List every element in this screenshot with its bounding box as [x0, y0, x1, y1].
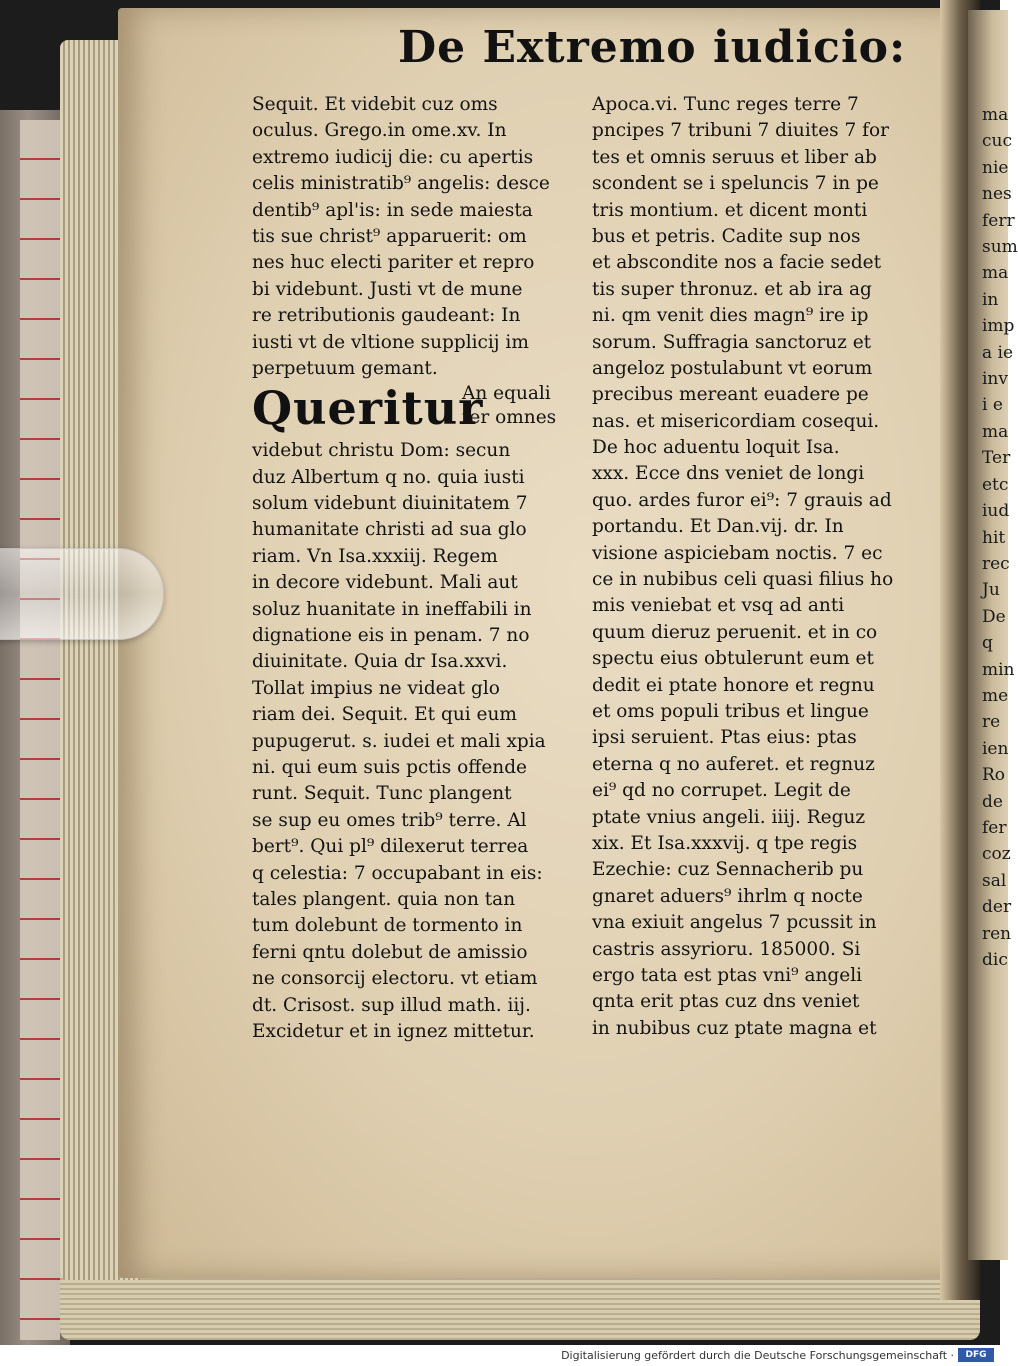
text-line: qnta erit ptas cuz dns veniet — [592, 991, 860, 1013]
text-line: tum dolebunt de tormento in — [252, 915, 523, 937]
text-line: Excidetur et in ignez mittetur. — [252, 1020, 535, 1042]
text-line: et oms populi tribus et lingue — [592, 700, 869, 722]
text-line: oculus. Grego.in ome.xv. In — [252, 120, 507, 142]
text-line: nas. et misericordiam cosequi. — [592, 410, 880, 432]
text-line: visione aspiciebam noctis. 7 ec — [592, 542, 883, 564]
text-line: inv — [982, 369, 1008, 390]
text-line: me — [982, 685, 1009, 706]
text-line: riam dei. Sequit. Et qui eum — [252, 704, 517, 726]
text-line: Sequit. Et videbit cuz oms — [252, 94, 498, 115]
text-line: quo. ardes furor ei⁹: 7 grauis ad — [592, 489, 892, 511]
text-line: Ezechie: cuz Sennacherib pu — [592, 859, 864, 881]
text-line: dedit ei ptate honore et regnu — [592, 674, 875, 696]
text-line: pupugerut. s. iudei et mali xpia — [252, 730, 546, 752]
text-line: castris assyrioru. 185000. Si — [592, 938, 861, 960]
text-line: a ie — [982, 342, 1014, 363]
text-line: extremo iudicij die: cu apertis — [252, 146, 534, 168]
text-line: Apoca.vi. Tunc reges terre 7 — [592, 94, 859, 115]
text-line: soluz huanitate in ineffabili in — [252, 598, 532, 620]
text-line: dt. Crisost. sup illud math. iij. — [252, 994, 531, 1016]
text-line: tales plangent. quia non tan — [252, 888, 516, 910]
page-heading: De Extremo iudicio: — [398, 22, 907, 73]
text-line: iud — [982, 501, 1010, 522]
text-line: de — [982, 791, 1003, 812]
text-line: imp — [982, 316, 1015, 337]
left-text-column — [252, 92, 584, 1045]
left-column-lines-after — [252, 438, 584, 1045]
text-line: iusti vt de vltione supplicij im — [252, 331, 529, 353]
text-line: i e — [982, 395, 1003, 416]
text-line: Ter — [982, 448, 1011, 469]
text-line: ter omnes — [462, 407, 557, 429]
text-line: ien — [982, 738, 1009, 759]
text-line: re — [982, 712, 1001, 733]
footer-bar — [0, 1345, 1000, 1366]
text-line: duz Albertum q no. quia iusti — [252, 466, 525, 488]
text-line: min — [982, 659, 1015, 680]
text-line: xix. Et Isa.xxxvij. q tpe regis — [592, 832, 858, 854]
decorated-initial-word: Queritur — [252, 381, 484, 436]
text-line: ne consorcij electoru. vt etiam — [252, 968, 538, 990]
text-line: Tollat impius ne videat glo — [252, 677, 500, 699]
text-line: perpetuum gemant. — [252, 357, 438, 379]
facing-page-edge — [968, 10, 1018, 1260]
text-line: re retributionis gaudeant: In — [252, 305, 521, 327]
text-line: solum videbunt diuinitatem 7 — [252, 493, 528, 515]
text-line: dentib⁹ apl'is: in sede maiesta — [252, 199, 533, 221]
text-line: ipsi seruient. Ptas eius: ptas — [592, 727, 857, 749]
left-column-lines-before — [252, 92, 584, 382]
text-line: scondent se i speluncis 7 in pe — [592, 173, 879, 195]
text-line: nie — [982, 157, 1009, 178]
text-line: De hoc aduentu loquit Isa. — [592, 437, 840, 459]
text-line: ma — [982, 421, 1009, 442]
text-line: ferni qntu dolebut de amissio — [252, 941, 528, 963]
text-line: precibus mereant euadere pe — [592, 384, 869, 406]
text-line: portandu. Et Dan.vij. dr. In — [592, 516, 844, 538]
text-line: ei⁹ qd no corrupet. Legit de — [592, 780, 851, 802]
text-line: eterna q no auferet. et regnuz — [592, 753, 875, 775]
text-line: nes huc electi pariter et repro — [252, 252, 535, 274]
text-line: bert⁹. Qui pl⁹ dilexerut terrea — [252, 836, 529, 858]
text-line: sal — [982, 870, 1007, 891]
text-line: xxx. Ecce dns veniet de longi — [592, 463, 865, 485]
measuring-ruler — [20, 120, 60, 1340]
text-line: bus et petris. Cadite sup nos — [592, 225, 861, 247]
text-line: in nubibus cuz ptate magna et — [592, 1017, 877, 1039]
text-line: pncipes 7 tribuni 7 diuites 7 for — [592, 120, 889, 142]
funding-credit: Digitalisierung gefördert durch die Deutsche Forschungsgemeinschaft · — [561, 1349, 954, 1362]
text-line: dignatione eis in penam. 7 no — [252, 625, 530, 647]
text-line: ni. qui eum suis pctis offende — [252, 756, 527, 778]
text-line: hit — [982, 527, 1006, 548]
text-line: coz — [982, 844, 1011, 865]
text-line: angeloz postulabunt vt eorum — [592, 357, 873, 379]
text-line: videbut christu Dom: secun — [252, 440, 511, 462]
text-line: runt. Sequit. Tunc plangent — [252, 783, 512, 805]
text-line: rec — [982, 553, 1010, 574]
text-line: etc — [982, 474, 1009, 495]
text-line: ren — [982, 923, 1012, 944]
text-line: dic — [982, 950, 1008, 970]
text-line: ptate vnius angeli. iiij. Reguz — [592, 806, 866, 828]
text-line: in decore videbunt. Mali aut — [252, 572, 518, 594]
text-line: fer — [982, 817, 1007, 838]
dfg-logo: DFG — [958, 1348, 994, 1362]
text-line: q — [982, 633, 993, 654]
text-line: De — [982, 606, 1006, 627]
facing-page-fragments — [968, 10, 1018, 973]
text-line: in — [982, 289, 999, 310]
text-line: celis ministratib⁹ angelis: desce — [252, 173, 550, 195]
text-line: riam. Vn Isa.xxxiij. Regem — [252, 545, 498, 567]
text-line: An equali — [462, 383, 551, 405]
initial-side-text — [462, 382, 556, 430]
text-line: tis super thronuz. et ab ira ag — [592, 278, 872, 300]
text-line: se sup eu omes trib⁹ terre. Al — [252, 809, 527, 831]
text-line: sorum. Suffragia sanctoruz et — [592, 331, 872, 353]
text-line: ma — [982, 105, 1009, 125]
text-line: quum dieruz peruenit. et in co — [592, 621, 878, 643]
text-line: Ju — [982, 580, 1000, 601]
text-line: bi videbunt. Justi vt de mune — [252, 278, 523, 300]
text-line: et abscondite nos a facie sedet — [592, 252, 882, 274]
initial-paragraph-start — [252, 382, 584, 438]
text-line: spectu eius obtulerunt eum et — [592, 648, 874, 670]
text-line: ergo tata est ptas vni⁹ angeli — [592, 964, 863, 986]
text-line: vna exiuit angelus 7 pcussit in — [592, 912, 877, 934]
right-text-column — [592, 92, 922, 1042]
text-line: diuinitate. Quia dr Isa.xxvi. — [252, 651, 508, 673]
text-line: ni. qm venit dies magn⁹ ire ip — [592, 305, 869, 327]
text-line: tris montium. et dicent monti — [592, 199, 868, 221]
text-line: sum — [982, 237, 1018, 258]
text-line: humanitate christi ad sua glo — [252, 519, 527, 541]
text-line: ce in nubibus celi quasi filius ho — [592, 569, 894, 591]
text-line: Ro — [982, 765, 1006, 786]
text-line: der — [982, 897, 1012, 918]
text-line: tes et omnis seruus et liber ab — [592, 146, 877, 168]
glass-page-holder — [0, 548, 164, 640]
text-line: ferr — [982, 210, 1015, 231]
text-line: q celestia: 7 occupabant in eis: — [252, 862, 543, 884]
text-line: ma — [982, 263, 1009, 284]
text-line: tis sue christ⁹ apparuerit: om — [252, 225, 527, 247]
text-line: gnaret aduers⁹ ihrlm q nocte — [592, 885, 863, 907]
text-line: nes — [982, 184, 1012, 205]
text-line: cuc — [982, 131, 1012, 152]
text-line: mis veniebat et vsq ad anti — [592, 595, 845, 617]
